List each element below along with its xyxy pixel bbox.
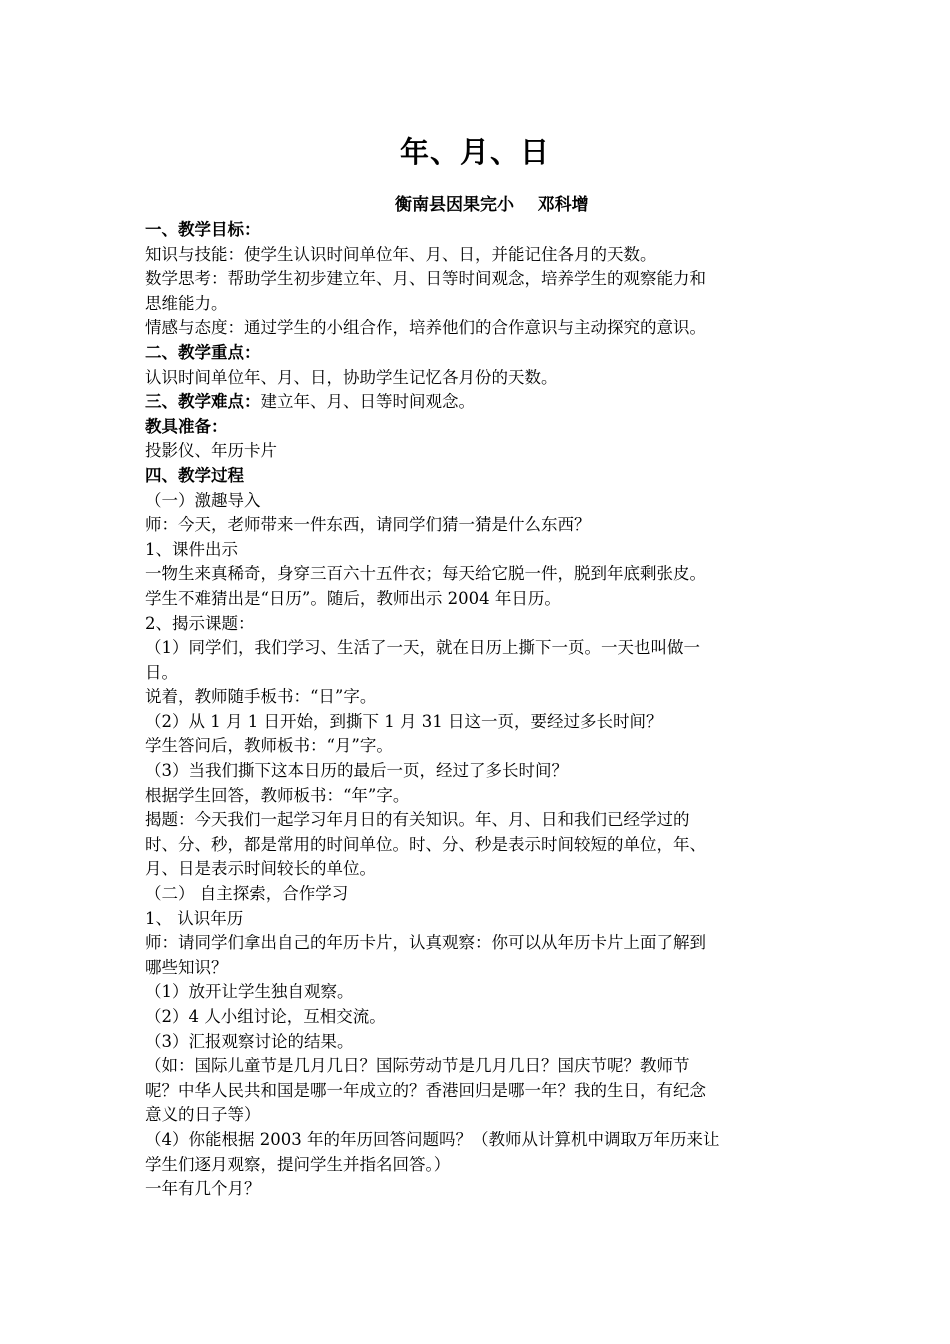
text-line [145,1128,811,1153]
text-line [145,513,811,538]
line-text: 数学思考：帮助学生初步建立年、月、日等时间观念，培养学生的观察能力和 [145,269,706,289]
line-text: 一、教学目标： [145,220,261,239]
line-text: 2、揭示课题： [145,613,255,633]
text-line [145,857,811,882]
text-line [145,366,811,391]
line-text: 一物生来真稀奇，身穿三百六十五件衣；每天给它脱一件，脱到年底剩张皮。 [145,564,706,584]
line-text: （3）当我们撕下这本日历的最后一页，经过了多长时间？ [145,761,568,781]
line-text: 月、日是表示时间较长的单位。 [145,859,376,879]
text-line [145,685,811,710]
text-line [145,1030,811,1055]
line-text: 学生答问后，教师板书：“月”字。 [145,736,393,756]
text-line [145,562,811,587]
line-text: 1、课件出示 [145,539,238,559]
line-text: 教具准备： [145,416,228,436]
section-heading [145,464,811,489]
text-line [145,292,811,317]
text-line [145,1153,811,1178]
line-text: 情感与态度：通过学生的小组合作，培养他们的合作意识与主动探究的意识。 [145,318,706,338]
text-line [145,759,811,784]
text-line [145,243,811,268]
text-line [145,956,811,981]
line-text: （3）汇报观察讨论的结果。 [145,1031,354,1051]
text-line [145,710,811,735]
text-line [145,267,811,292]
author-line: 衡南县因果完小 邓科增 [395,195,589,215]
line-text: 时、分、秒，都是常用的时间单位。时、分、秒是表示时间较短的单位，年、 [145,834,706,854]
line-text: 思维能力。 [145,293,228,313]
line-text: （如：国际儿童节是几月几日？国际劳动节是几月几日？国庆节呢？教师节 [145,1056,690,1076]
line-text-rest: 建立年、月、日等时间观念。 [260,392,475,412]
text-line [145,1079,811,1104]
line-text: 师：今天，老师带来一件东西，请同学们猜一猜是什么东西？ [145,515,591,535]
text-line [145,931,811,956]
line-text: （2）4 人小组讨论，互相交流。 [145,1007,386,1026]
line-text: 揭题：今天我们一起学习年月日的有关知识。年、月、日和我们已经学过的 [145,810,690,830]
text-line [145,734,811,759]
line-text: 认识时间单位年、月、日，协助学生记忆各月份的天数。 [145,367,558,387]
line-text: 呢？中华人民共和国是哪一年成立的？香港回归是哪一年？我的生日，有纪念 [145,1080,706,1100]
text-line [145,784,811,809]
line-text: 1、 认识年历 [145,908,244,928]
line-text: 意义的日子等） [145,1105,261,1125]
line-text: （1）同学们，我们学习、生活了一天，就在日历上撕下一页。一天也叫做一 [145,638,700,658]
text-line [145,587,811,612]
line-text: 说着，教师随手板书：“日”字。 [145,687,377,707]
page-title: 年、月、日 [399,135,550,169]
text-line [145,808,811,833]
line-text: 四、教学过程 [145,465,244,485]
line-text: （2）从 1 月 1 日开始，到撕下 1 月 31 日这一页，要经过多长时间？ [145,711,663,731]
section-heading [145,218,811,243]
line-text: 一年有几个月？ [145,1179,261,1199]
line-text: （4）你能根据 2003 年的年历回答问题吗？（教师从计算机中调取万年历来让 [145,1129,720,1149]
section-heading [145,390,811,415]
text-line [145,439,811,464]
text-line [145,489,811,514]
line-text: （二） 自主探索，合作学习 [145,884,349,904]
line-text: 根据学生回答，教师板书：“年”字。 [145,785,410,805]
line-text: 哪些知识？ [145,957,228,977]
section-heading [145,415,811,440]
line-text: 学生们逐月观察，提问学生并指名回答。） [145,1154,451,1174]
line-text: 二、教学重点： [145,342,261,362]
line-text: 三、教学难点： [145,392,261,412]
line-text: 师：请同学们拿出自己的年历卡片，认真观察：你可以从年历卡片上面了解到 [145,933,706,953]
text-line [145,833,811,858]
text-line [145,661,811,686]
text-line [145,538,811,563]
text-line [145,1177,811,1202]
line-text: （一）激趣导入 [145,490,261,510]
text-line [145,1054,811,1079]
document-body [145,218,811,1202]
line-text: 投影仪、年历卡片 [145,441,277,461]
line-text: 学生不难猜出是“日历”。随后，教师出示 2004 年日历。 [145,588,561,608]
line-text: （1）放开让学生独自观察。 [145,982,354,1002]
text-line [145,907,811,932]
text-line [145,316,811,341]
text-line [145,882,811,907]
text-line [145,980,811,1005]
text-line [145,636,811,661]
line-text: 日。 [145,662,178,682]
text-line [145,612,811,637]
text-line [145,1103,811,1128]
text-line [145,1005,811,1030]
line-text: 知识与技能：使学生认识时间单位年、月、日，并能记住各月的天数。 [145,244,657,264]
section-heading [145,341,811,366]
